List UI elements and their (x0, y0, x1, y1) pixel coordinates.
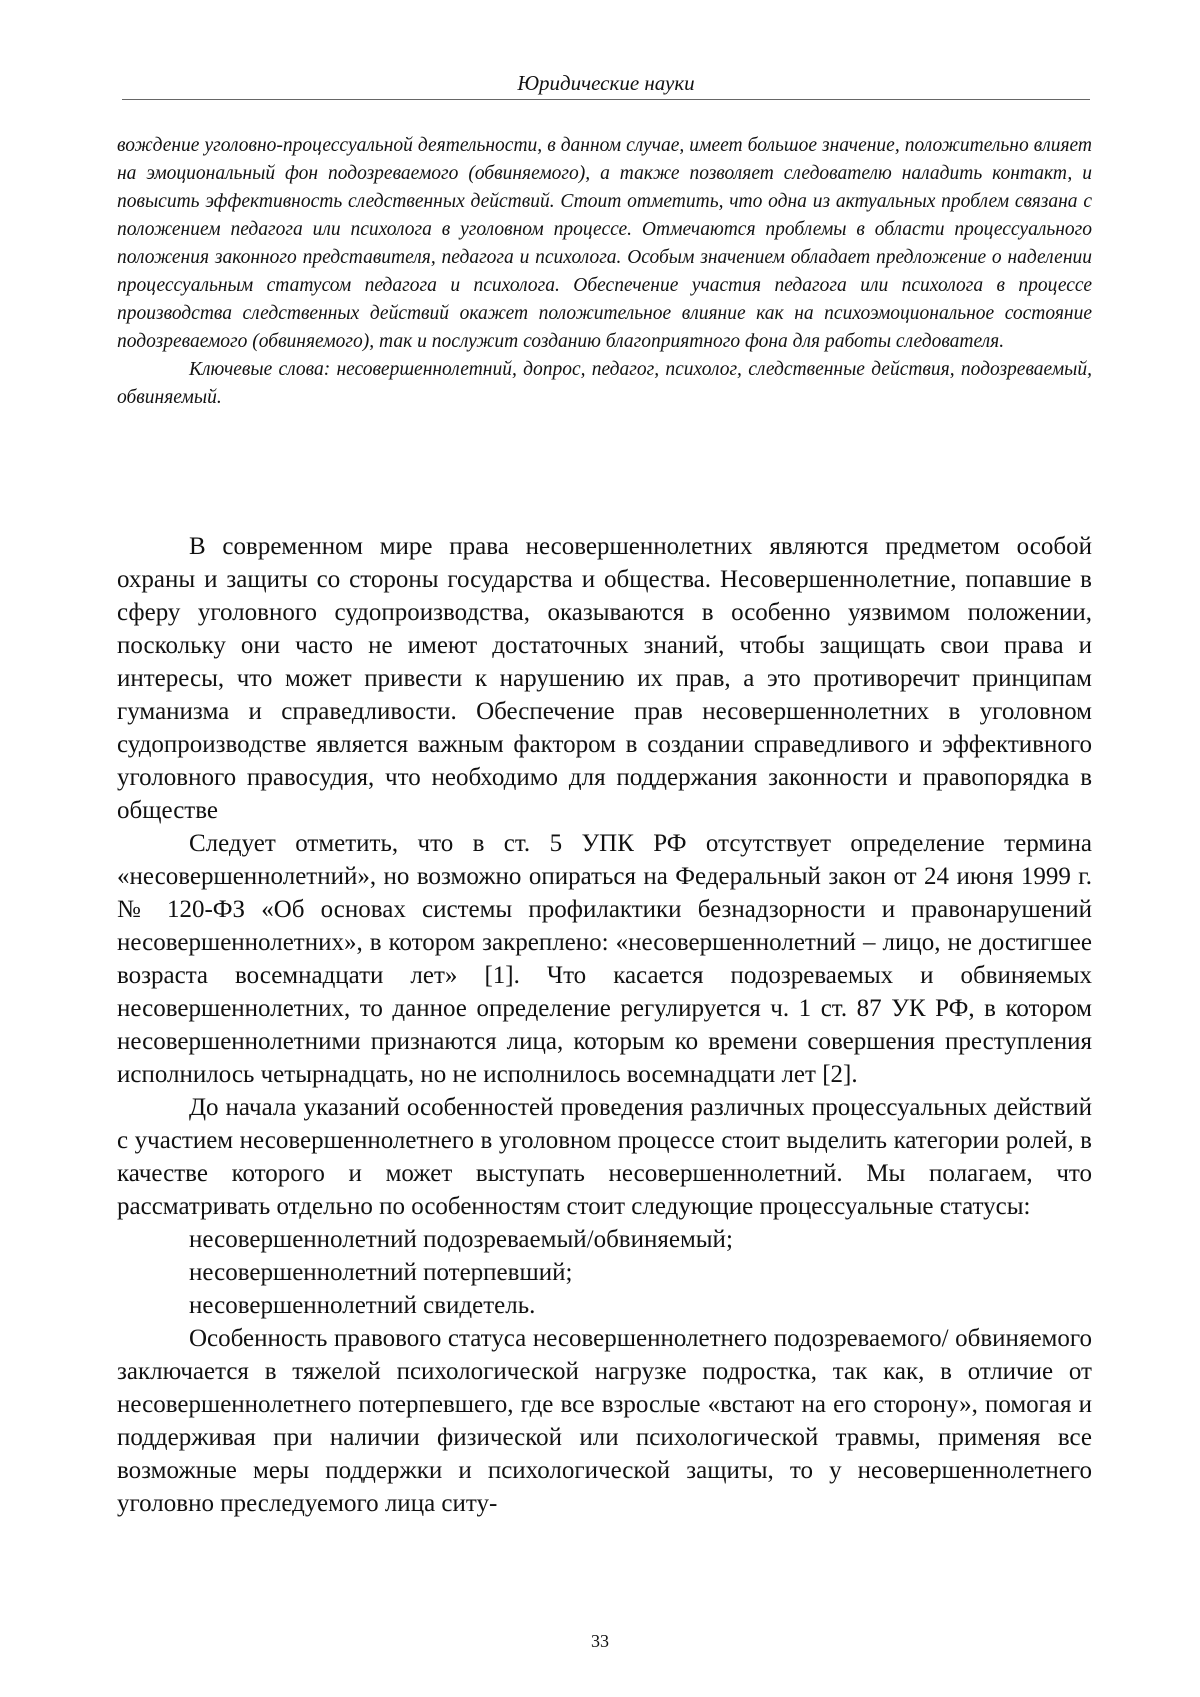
paragraph-2: Следует отметить, что в ст. 5 УПК РФ отсутствует определение термина «несовершеннолетний», но возможно опираться на Федеральный закон от 24 июня 1999 г. № 120-ФЗ «Об основах системы профилактики безнадзорности и правонарушений несовершеннолетних», в котором закреплено: «несовершеннолетний – лицо, не достигшее возраста восемнадцати лет» [1]. Что касается подозреваемых и обвиняемых несовершеннолетних, то данное определение регулируется ч. 1 ст. 87 УК РФ, в котором несовершеннолетними признаются лица, которым ко времени совершения преступления исполнилось четырнадцать, но не исполнилось восемнадцати лет [2]. (117, 830, 1092, 1088)
list-item: несовершеннолетний подозреваемый/обвиняемый; (189, 1226, 733, 1253)
abstract-text: вождение уголовно-процессуальной деятельности, в данном случае, имеет большое значение, положительно влияет на эмоциональный фон подозреваемого (обвиняемого), а также позволяет следователю наладить контакт, и повысить эффективность следственных действий. Стоит отметить, что одна из актуальных проблем связана с положением педагога или психолога в уголовном процессе. Отмечаются проблемы в области процессуального положения законного представителя, педагога и психолога. Особым значением обладает предложение о наделении процессуальным статусом педагога и психолога. Обеспечение участия педагога или психолога в процессе производства следственных действий окажет положительное влияние как на психоэмоциональное состояние подозреваемого (обвиняемого), так и послужит созданию благоприятного фона для работы следователя. (117, 135, 1092, 352)
article-body (117, 530, 1092, 1520)
running-header: Юридические науки (517, 71, 695, 95)
paragraph-3: До начала указаний особенностей проведения различных процессуальных действий с участием несовершеннолетнего в уголовном процессе стоит выделить категории ролей, в качестве которого и может выступать несовершеннолетний. Мы полагаем, что рассматривать отдельно по особенностям стоит следующие процессуальные статусы: (117, 1094, 1092, 1220)
list-item: несовершеннолетний потерпевший; (189, 1259, 573, 1286)
abstract (117, 132, 1092, 412)
page-number: 33 (591, 1631, 609, 1651)
list-item: несовершеннолетний свидетель. (189, 1292, 536, 1319)
header-divider (122, 99, 1090, 100)
keywords: Ключевые слова: несовершеннолетний, допрос, педагог, психолог, следственные действия, подозреваемый, обвиняемый. (117, 359, 1092, 408)
paragraph-1: В современном мире права несовершеннолетних являются предметом особой охраны и защиты со стороны государства и общества. Несовершеннолетние, попавшие в сферу уголовного судопроизводства, оказываются в особенно уязвимом положении, поскольку они часто не имеют достаточных знаний, чтобы защищать свои права и интересы, что может привести к нарушению их прав, а это противоречит принципам гуманизма и справедливости. Обеспечение прав несовершеннолетних в уголовном судопроизводстве является важным фактором в создании справедливого и эффективного уголовного правосудия, что необходимо для поддержания законности и правопорядка в обществе (117, 533, 1092, 824)
paragraph-4: Особенность правового статуса несовершеннолетнего подозреваемого/ обвиняемого заключается в тяжелой психологической нагрузке подростка, так как, в отличие от несовершеннолетнего потерпевшего, где все взрослые «встают на его сторону», помогая и поддерживая при наличии физической или психологической травмы, применяя все возможные меры поддержки и психологической защиты, то у несовершеннолетнего уголовно преследуемого лица ситу- (117, 1325, 1092, 1517)
